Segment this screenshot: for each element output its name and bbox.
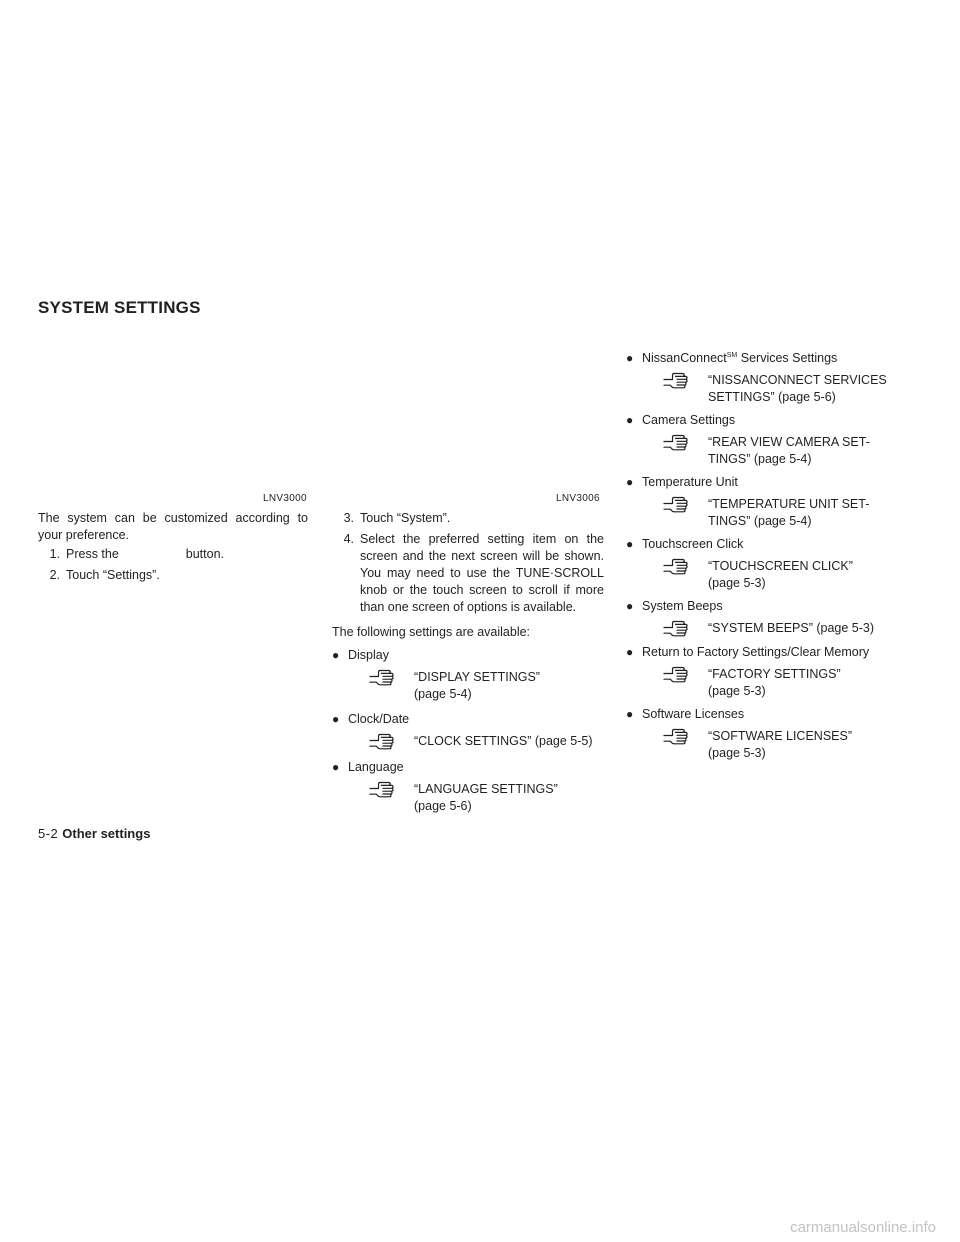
item-label-text: Services Settings [737,351,838,365]
service-mark: SM [726,352,738,359]
pointing-hand-icon [662,620,690,638]
page-reference [368,669,604,703]
reference-line: (page 5-3) [708,576,766,590]
page-reference [662,496,906,530]
page-footer [38,826,150,841]
item-label: Return to Factory Settings/Clear Memory [642,645,870,659]
item-label: Temperature Unit [642,475,738,489]
item-label: System Beeps [642,599,723,613]
page-reference [662,434,906,468]
bullet-icon: ● [626,413,634,427]
reference-line: SETTINGS” (page 5-6) [708,390,836,404]
page-reference [662,728,906,762]
column-2 [332,510,604,815]
figure-label: LNV3000 [263,493,307,504]
list-item [626,598,906,615]
list-item [332,711,604,728]
list-item [626,644,906,661]
reference-line: “DISPLAY SETTINGS” [414,670,540,684]
reference-line: “SOFTWARE LICENSES” [708,729,852,743]
step-text: Touch “System”. [360,511,451,525]
step-text-pre: Press the [66,547,119,561]
page-reference [368,733,604,751]
reference-text [414,733,593,750]
pointing-hand-icon [368,733,396,751]
chapter-title: Other settings [62,826,151,841]
reference-line: (page 5-3) [708,746,766,760]
step-number: 1. [49,547,60,561]
reference-text [414,781,558,815]
step-3 [332,510,604,527]
bullet-icon: ● [332,648,340,662]
pointing-hand-icon [662,496,690,514]
list-item [332,647,604,664]
item-label: Software Licenses [642,707,745,721]
following-text: The following settings are available: [332,625,531,639]
step-number: 2. [49,568,60,582]
reference-line: “LANGUAGE SETTINGS” [414,782,558,796]
reference-line: (page 5-3) [708,684,766,698]
figure-label: LNV3006 [556,493,600,504]
reference-text [708,496,869,530]
reference-text [708,728,852,762]
pointing-hand-icon [662,434,690,452]
reference-line: TINGS” (page 5-4) [708,452,812,466]
list-item [626,706,906,723]
reference-line: “TEMPERATURE UNIT SET- [708,497,870,511]
reference-line: “NISSANCONNECT SERVICES [708,373,887,387]
reference-line: (page 5-6) [414,799,472,813]
pointing-hand-icon [662,372,690,390]
bullet-icon: ● [332,712,340,726]
reference-text [414,669,540,703]
reference-line: “CLOCK SETTINGS” (page 5-5) [414,734,593,748]
item-label [642,350,837,367]
item-label: Camera Settings [642,413,736,427]
page-reference [662,620,906,638]
column-1 [38,510,308,584]
pointing-hand-icon [662,666,690,684]
bullet-icon: ● [626,707,634,721]
list-item [626,350,906,367]
item-label: Language [348,760,404,774]
list-item [626,474,906,491]
step-number: 3. [343,511,354,525]
step-2 [38,567,308,584]
reference-text [708,620,874,637]
reference-text [708,558,853,592]
list-item [332,759,604,776]
bullet-icon: ● [626,599,634,613]
step-text: Select the preferred setting item on the screen and the next screen will be shown. You may need to use the TUNE·SCROLL knob or the touch screen to scroll if more than one screen of options is available. [360,532,604,614]
pointing-hand-icon [662,558,690,576]
pointing-hand-icon [368,669,396,687]
step-text [66,546,308,563]
page-reference [662,372,906,406]
item-label: Touchscreen Click [642,537,744,551]
reference-text [708,372,887,406]
page-reference [662,558,906,592]
bullet-icon: ● [626,475,634,489]
bullet-icon: ● [332,760,340,774]
reference-line: “SYSTEM BEEPS” (page 5-3) [708,621,875,635]
list-item [626,412,906,429]
section-title: SYSTEM SETTINGS [38,298,201,317]
reference-line: (page 5-4) [414,687,472,701]
pointing-hand-icon [368,781,396,799]
reference-line: “FACTORY SETTINGS” [708,667,841,681]
intro-paragraph: The system can be customized according to your preference. [38,511,308,542]
reference-line: “TOUCHSCREEN CLICK” [708,559,853,573]
step-1 [38,546,308,563]
list-item [626,536,906,553]
item-label: Clock/Date [348,712,410,726]
reference-text [708,666,841,700]
reference-line: TINGS” (page 5-4) [708,514,812,528]
reference-text [708,434,870,468]
bullet-icon: ● [626,645,634,659]
watermark: carmanualsonline.info [790,1219,936,1236]
bullet-icon: ● [626,537,634,551]
bullet-icon: ● [626,351,634,365]
pointing-hand-icon [662,728,690,746]
step-number: 4. [343,532,354,546]
page-reference [368,781,604,815]
step-text-post: button. [185,547,225,561]
step-text: Touch “Settings”. [66,568,160,582]
item-label: Display [348,648,389,662]
reference-line: “REAR VIEW CAMERA SET- [708,435,870,449]
step-4 [332,531,604,616]
page-number: 5-2 [38,826,59,841]
page-reference [662,666,906,700]
item-label-text: NissanConnect [642,351,727,365]
column-3 [626,350,906,762]
